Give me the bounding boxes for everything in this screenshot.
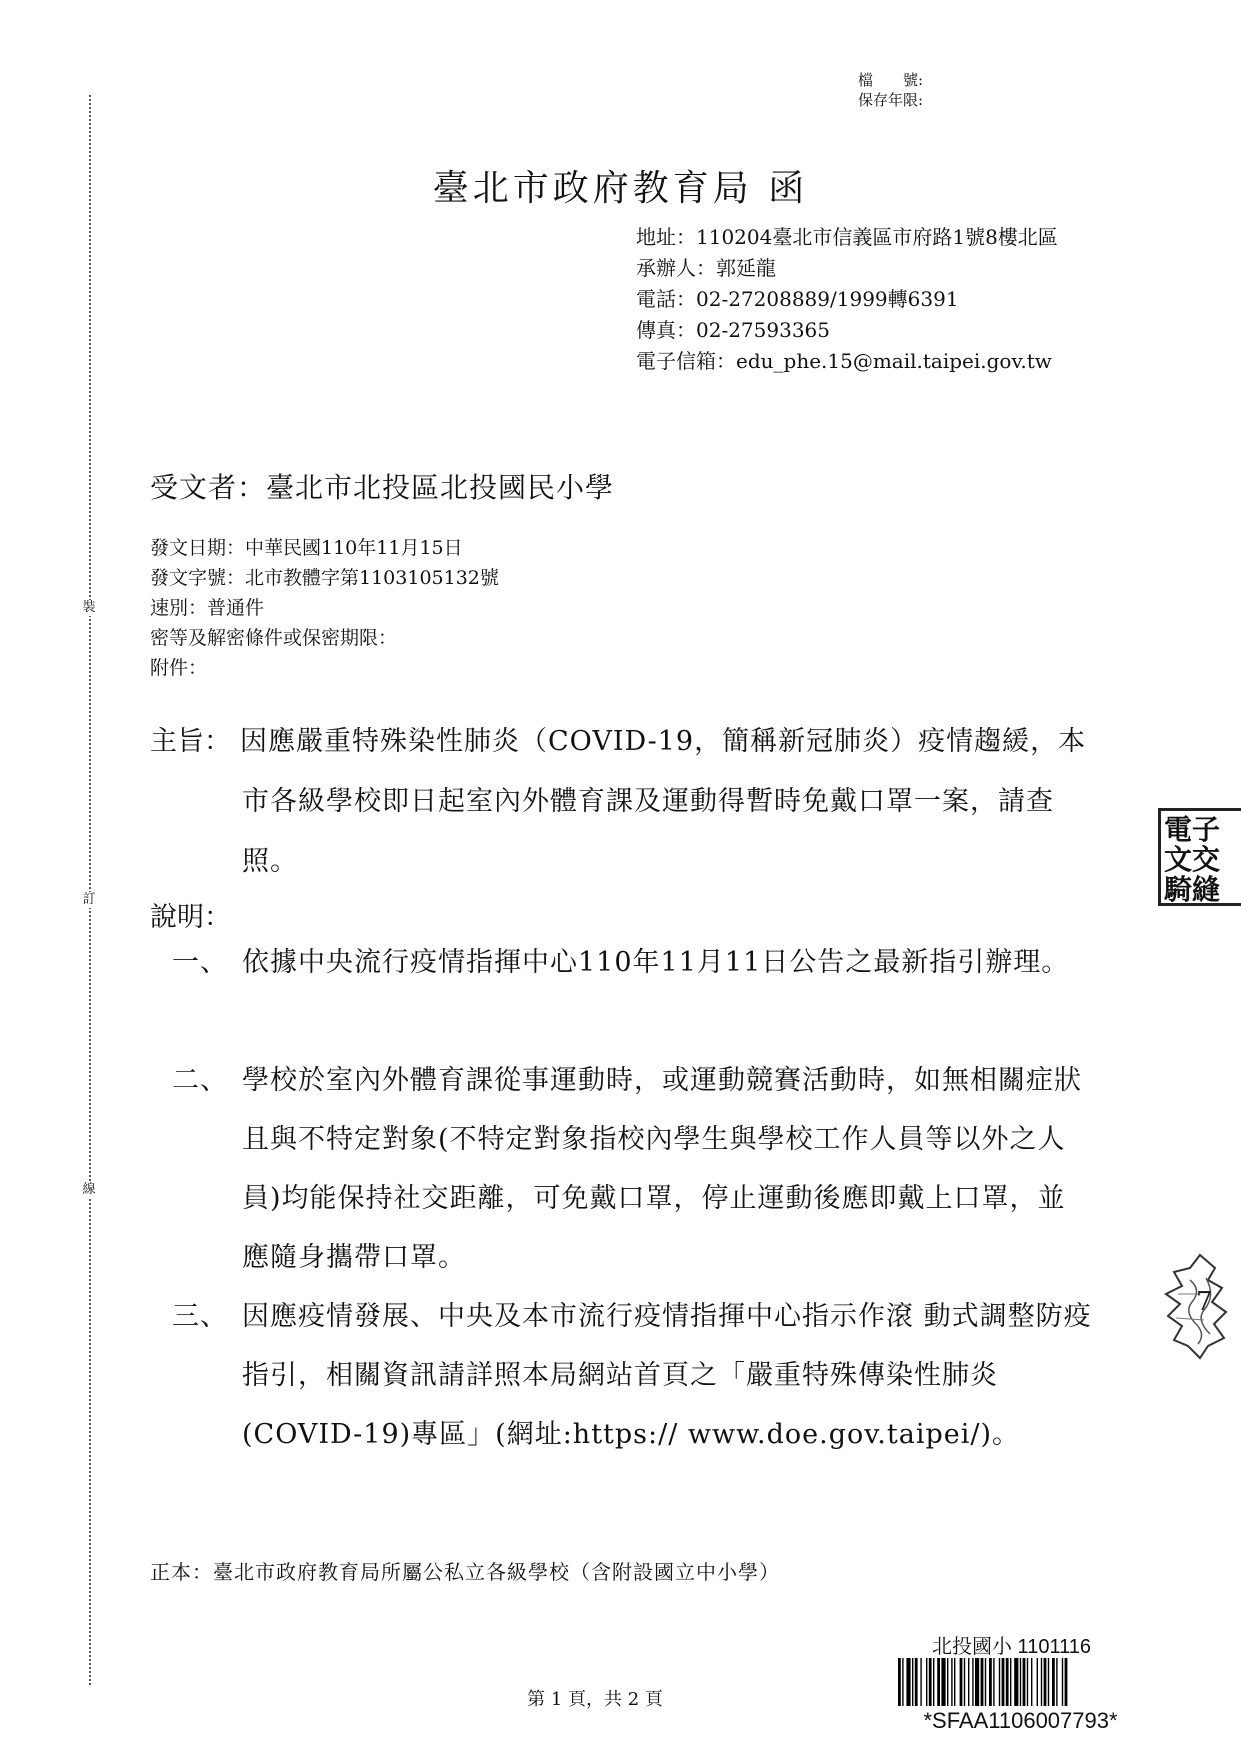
secrecy-class: 密等及解密條件或保密期限： — [150, 627, 398, 649]
binding-dotted-line — [89, 95, 91, 1685]
document-meta — [150, 533, 499, 683]
retention-label: 保存年限: — [858, 91, 924, 109]
subject-section — [150, 712, 1090, 892]
subject-text: 因應嚴重特殊染性肺炎（COVID-19，簡稱新冠肺炎）疫情趨緩，本市各級學校即日起室內外體育課及運動得暫時免戴口罩一案，請查照。 — [240, 726, 1087, 877]
document-number: 發文字號：北市教體字第1103105132號 — [150, 567, 499, 589]
explanation-label: 說明： — [150, 902, 231, 933]
item-text: 依據中央流行疫情指揮中心110年11月11日公告之最新指引辦理。 — [242, 947, 1070, 978]
speed-class: 速別：普通件 — [150, 597, 265, 619]
explanation-item-2 — [172, 1051, 1092, 1287]
binding-mark-zhuang: 裝 — [80, 600, 98, 616]
stamp-line-3: 騎縫 — [1164, 873, 1221, 906]
file-number-label: 檔 號: — [858, 71, 924, 89]
subject-label: 主旨： — [150, 726, 231, 757]
issue-date: 發文日期：中華民國110年11月15日 — [150, 537, 463, 559]
explanation-item-1 — [172, 933, 1092, 992]
stamp-line-1: 電子 — [1164, 813, 1221, 846]
item-number: 二、 — [172, 1065, 228, 1096]
recipient: 受文者：臺北市北投區北投國民小學 — [150, 471, 615, 504]
item-text: 因應疫情發展、中央及本市流行疫情指揮中心指示作滾 動式調整防疫指引，相關資訊請詳照本局網站首頁之「嚴重特殊傳染性肺炎(COVID-19)專區」(網址:https:// www.doe.gov.taipei/)。 — [242, 1301, 1092, 1450]
page-number: 第 1 頁，共 2 頁 — [527, 1689, 663, 1710]
binding-mark-xian: 線 — [80, 1182, 98, 1198]
barcode-id: *SFAA1106007793* — [923, 1708, 1118, 1733]
stamp-line-2: 文交 — [1164, 843, 1221, 876]
copy-to: 正本：臺北市政府教育局所屬公私立各級學校（含附設國立中小學） — [150, 1560, 780, 1584]
barcode-label: 北投國小 1101116 — [932, 1636, 1091, 1658]
item-number: 三、 — [172, 1301, 228, 1332]
sender-contact: 承辦人：郭延龍 — [636, 256, 776, 280]
item-text: 學校於室內外體育課從事運動時，或運動競賽活動時，如無相關症狀且與不特定對象(不特定對象指校內學生與學校工作人員等以外之人員)均能保持社交距離，可免戴口罩，停止運動後應即戴上口罩，並應隨身攜帶口罩。 — [242, 1065, 1082, 1273]
seam-seal — [1160, 1250, 1241, 1360]
seam-stamp — [1158, 808, 1241, 906]
item-number: 一、 — [172, 947, 228, 978]
barcode — [898, 1658, 1143, 1706]
file-meta — [858, 70, 923, 110]
attachment: 附件： — [150, 657, 208, 679]
sender-info — [636, 222, 1106, 377]
sender-phone: 電話：02-27208889/1999轉6391 — [636, 287, 959, 311]
sender-fax: 傳真：02-27593365 — [636, 318, 831, 342]
document-title: 臺北市政府教育局 函 — [432, 168, 809, 209]
seal-number: 7 — [1196, 1287, 1213, 1317]
sender-email: 電子信箱：edu_phe.15@mail.taipei.gov.tw — [636, 349, 1052, 373]
sender-address: 地址：110204臺北市信義區市府路1號8樓北區 — [636, 225, 1058, 249]
binding-mark-ding: 訂 — [80, 892, 98, 908]
explanation-item-3 — [172, 1287, 1092, 1464]
